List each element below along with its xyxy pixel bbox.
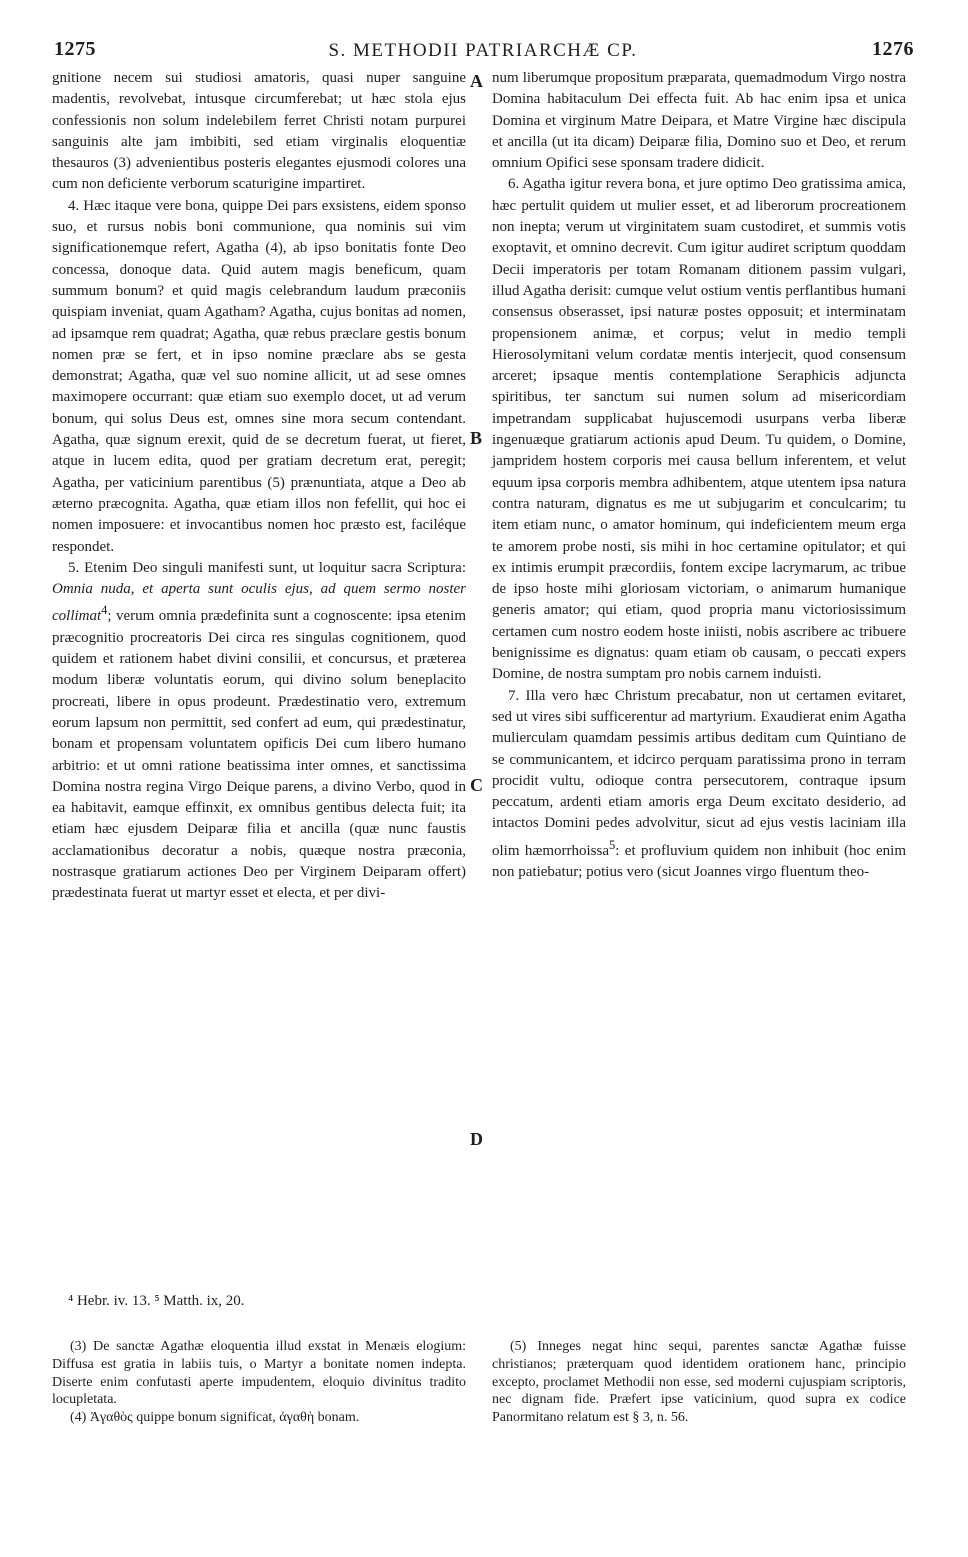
page-number-left: 1275 <box>54 38 96 60</box>
right-column <box>492 68 906 883</box>
paragraph-continued: gnitione necem sui studiosi amatoris, quasi nuper sanguine madentis, revolvebat, intusque circumferebat; ut hæc stola ejus confessionis non solum indelebilem ferret Christi notam purpurei sanguinis alte jam imbibiti, sed etiam virginalis eloquentiæ thesauros (3) advenientibus posteris elegantes ejusmodi colores una cum non deficiente verborum scaturigine impartiret. <box>52 70 466 193</box>
footnotes-right <box>492 1338 906 1427</box>
footnote-4: (4) Ἀγαθὸς quippe bonum significat, ἀγαθὴ bonam. <box>70 1410 360 1426</box>
running-title: S. METHODII PATRIARCHÆ CP. <box>328 40 638 61</box>
paragraph-5-start: 5. Etenim Deo singuli manifesti sunt, ut loquitur sacra Scriptura: <box>68 559 466 576</box>
footnote-ref-5: 5 <box>609 837 616 852</box>
paragraph-7-rest: : et profluvium quidem non inhibuit (hoc enim non patiebatur; potius vero (sicut Joannes virgo fluentum theo- <box>492 842 906 880</box>
margin-letter-d: D <box>470 1129 483 1149</box>
paragraph-7 <box>492 686 906 884</box>
footnotes-left <box>52 1338 466 1427</box>
footnote-3: (3) De sanctæ Agathæ eloquentia illud exstat in Menæis elogium: Diffusa est gratia in labiis tuis, o Martyr a bonitate nomen indepta. Diserte enim confutasti aperte impudentem, eloquio divinitus tradito locupletata. <box>52 1339 466 1408</box>
footnote-ref-4: 4 <box>101 603 108 618</box>
paragraph-5-rest: ; verum omnia prædefinita sunt a cognoscente: ipsa etenim præcognitio procreatoris Dei circa res singulas cognitionem, quod quidem et rationem habet divini consilii, et concursus, et præterea modum liberæ voluntatis eorum, qui divino solum beneplacito procreati, libere in opus prodeunt. Prædestinatio vero, extremum eorum lapsum non permittit, sed confert ad eum, qui prædestinatur, bonam et propensam voluntatem opificis Dei cum libero humano arbitrio: et ut omni ratione beatissima inter omnes, et sanctissima Domina nostra regina Virgo Deique parens, a divino Verbo, quod in ea habitavit, eamque effinxit, ex omnibus gentibus delecta fuit; ita etiam hæc ejusdem Deiparæ filia et ancilla (quæ nunc faustis acclamationibus decoratur a nobis, quæque nostra præconia, nostrasque gratiarum actiones Deo per Virginem Deiparam offert) prædestinata fuerat ut martyr esset et electa, et per divi- <box>52 608 466 902</box>
left-column <box>52 68 466 905</box>
page-header <box>52 38 914 68</box>
margin-letter-b: B <box>470 428 483 448</box>
paragraph-continued-right: num liberumque propositum præparata, quemadmodum Virgo nostra Domina habitaculum Dei effecta fuit. Ab hac enim ipsa et unica Domina et virginum Matre Deipara, et Matre Virgine hæc discipula et ancilla (ut ita dicam) Deiparæ filia, Domino suo et Deo, et rerum omnium Opifici sese sponsam tradere didicit. <box>492 70 906 172</box>
margin-letter-a: A <box>470 71 483 91</box>
paragraph-4: 4. Hæc itaque vere bona, quippe Dei pars exsistens, eidem sponso suo, et rursus nobis boni communione, qua nominis sui vim significationemque refert, Agatha (4), ab ipso bonitatis fonte Deo concessa, donoque data. Quid autem magis beneficum, quam summum bonum? et quid magis celebrandum laudum præconiis quispiam inveniat, quam Agatham? Agatha, cujus bonitas ad nomen, ad ipsamque rem quadrat; Agatha, quæ rebus præclare gestis bonum nomen præ se fert, et in ipso nomine præclare abs se gesta demonstrat; Agatha, quæ vel suo nomine allicit, ut ad sese omnes maximopere occurrant: quæ etiam suo exemplo docet, ut ad verum bonum, qui solus Deus est, omnes sine mora secum contendant. Agatha, quæ signum erexit, quid de se decretum fuerat, ut fieret, atque in lucem edita, quod per gratiam decretum erat, peregit; Agatha, per vaticinium parentibus (5) prænuntiata, atque a Deo ab æterno præcognita. Agatha, quæ etiam illos non fefellit, qui hoc ei nomen imposuere: et invocantibus nomen hoc præsto est, faciléque respondet. <box>52 197 466 555</box>
scripture-quote: Omnia nuda, et aperta sunt oculis ejus, ad quem sermo noster collimat <box>52 581 466 625</box>
paragraph-5 <box>52 558 466 905</box>
paragraph-7-start: 7. Illa vero hæc Christum precabatur, non ut certamen evitaret, sed ut vires sibi sufficerentur ad martyrium. Exaudierat enim Agatha mulierculam quamdam pessimis artibus deditam cum Quintiano de se communicantem, et idcirco perquam paratissima prono in terram procidit vultu, odioque contra persecutorem, contraque ipsum peccatum, ardenti etiam amoris erga Deum excitato desiderio, ad intactos Domini pedes advolvitur, sicut ad ejus vestis laciniam illa olim hæmorrhoissa <box>492 687 906 859</box>
margin-letter-c: C <box>470 775 483 795</box>
scripture-references: ⁴ Hebr. iv. 13. ⁵ Matth. ix, 20. <box>68 1293 245 1309</box>
footnote-5: (5) Inneges negat hinc sequi, parentes sanctæ Agathæ fuisse christianos; præterquam quod identidem orationem hanc, principio excepto, proclamet Methodii non esse, sed moderni cujuspiam scriptoris, nec dignam fide. Præfert ipse vaticinium, quod supra ex codice Panormitano relatum est § 3, n. 56. <box>492 1339 906 1426</box>
paragraph-6: 6. Agatha igitur revera bona, et jure optimo Deo gratissima amica, hæc pertulit quidem ut mulier esset, et ad liberorum procreationem non inepta; verum ut virginitatem suam custodiret, et summis votis exoptavit, et omnino decrevit. Cum igitur audiret scriptum quoddam Decii imperatoris per totam Romanam ditionem passim vulgari, illud Agatha derisit: cumque velut ostium ventis perflantibus humani consensus obserasset, ipsi naturæ postes opposuit; et interminatam propensionem animæ, et corpus; velut in medio templi Hierosolymitani velum cordatæ mentis interjecit, quod consensum arceret; ipsaque mentis contemplatione Seraphicis adjuncta spiritibus, ter sanctum sui numen solum ad misericordiam impetrandam supplicabat hujuscemodi usurpans verba liberæ ingenuæque gratiarum actionis apud Deum. Tu quidem, o Domine, jampridem hostem corporis mei causa bellum inferentem, et velut equum ipsa corporis membra adhibentem, atque utentem ipsa natura contra naturam, dignatus es me ut subjugarim et conculcarim; tu item etiam nunc, o amator hominum, qui indeficientem meum erga te amorem probe nosti, sis mihi in hoc certamine opitulator; et qui ex intimis erumpit præcordiis, fontem excipe lacrymarum, ac tribue de ipso hoste mihi gloriosam victoriam, o animarum humanique generis amator; qui etiam, quod propria manu victoriosissimum certamen cum nostro eodem hoste iniisti, nobis ascribere ac tribuere benignissime es dignatus: quam etiam ob causam, o peccati expers Domine, de nostra sumptam pro nobis carnem induisti. <box>492 176 906 683</box>
page-number-right: 1276 <box>872 38 914 60</box>
